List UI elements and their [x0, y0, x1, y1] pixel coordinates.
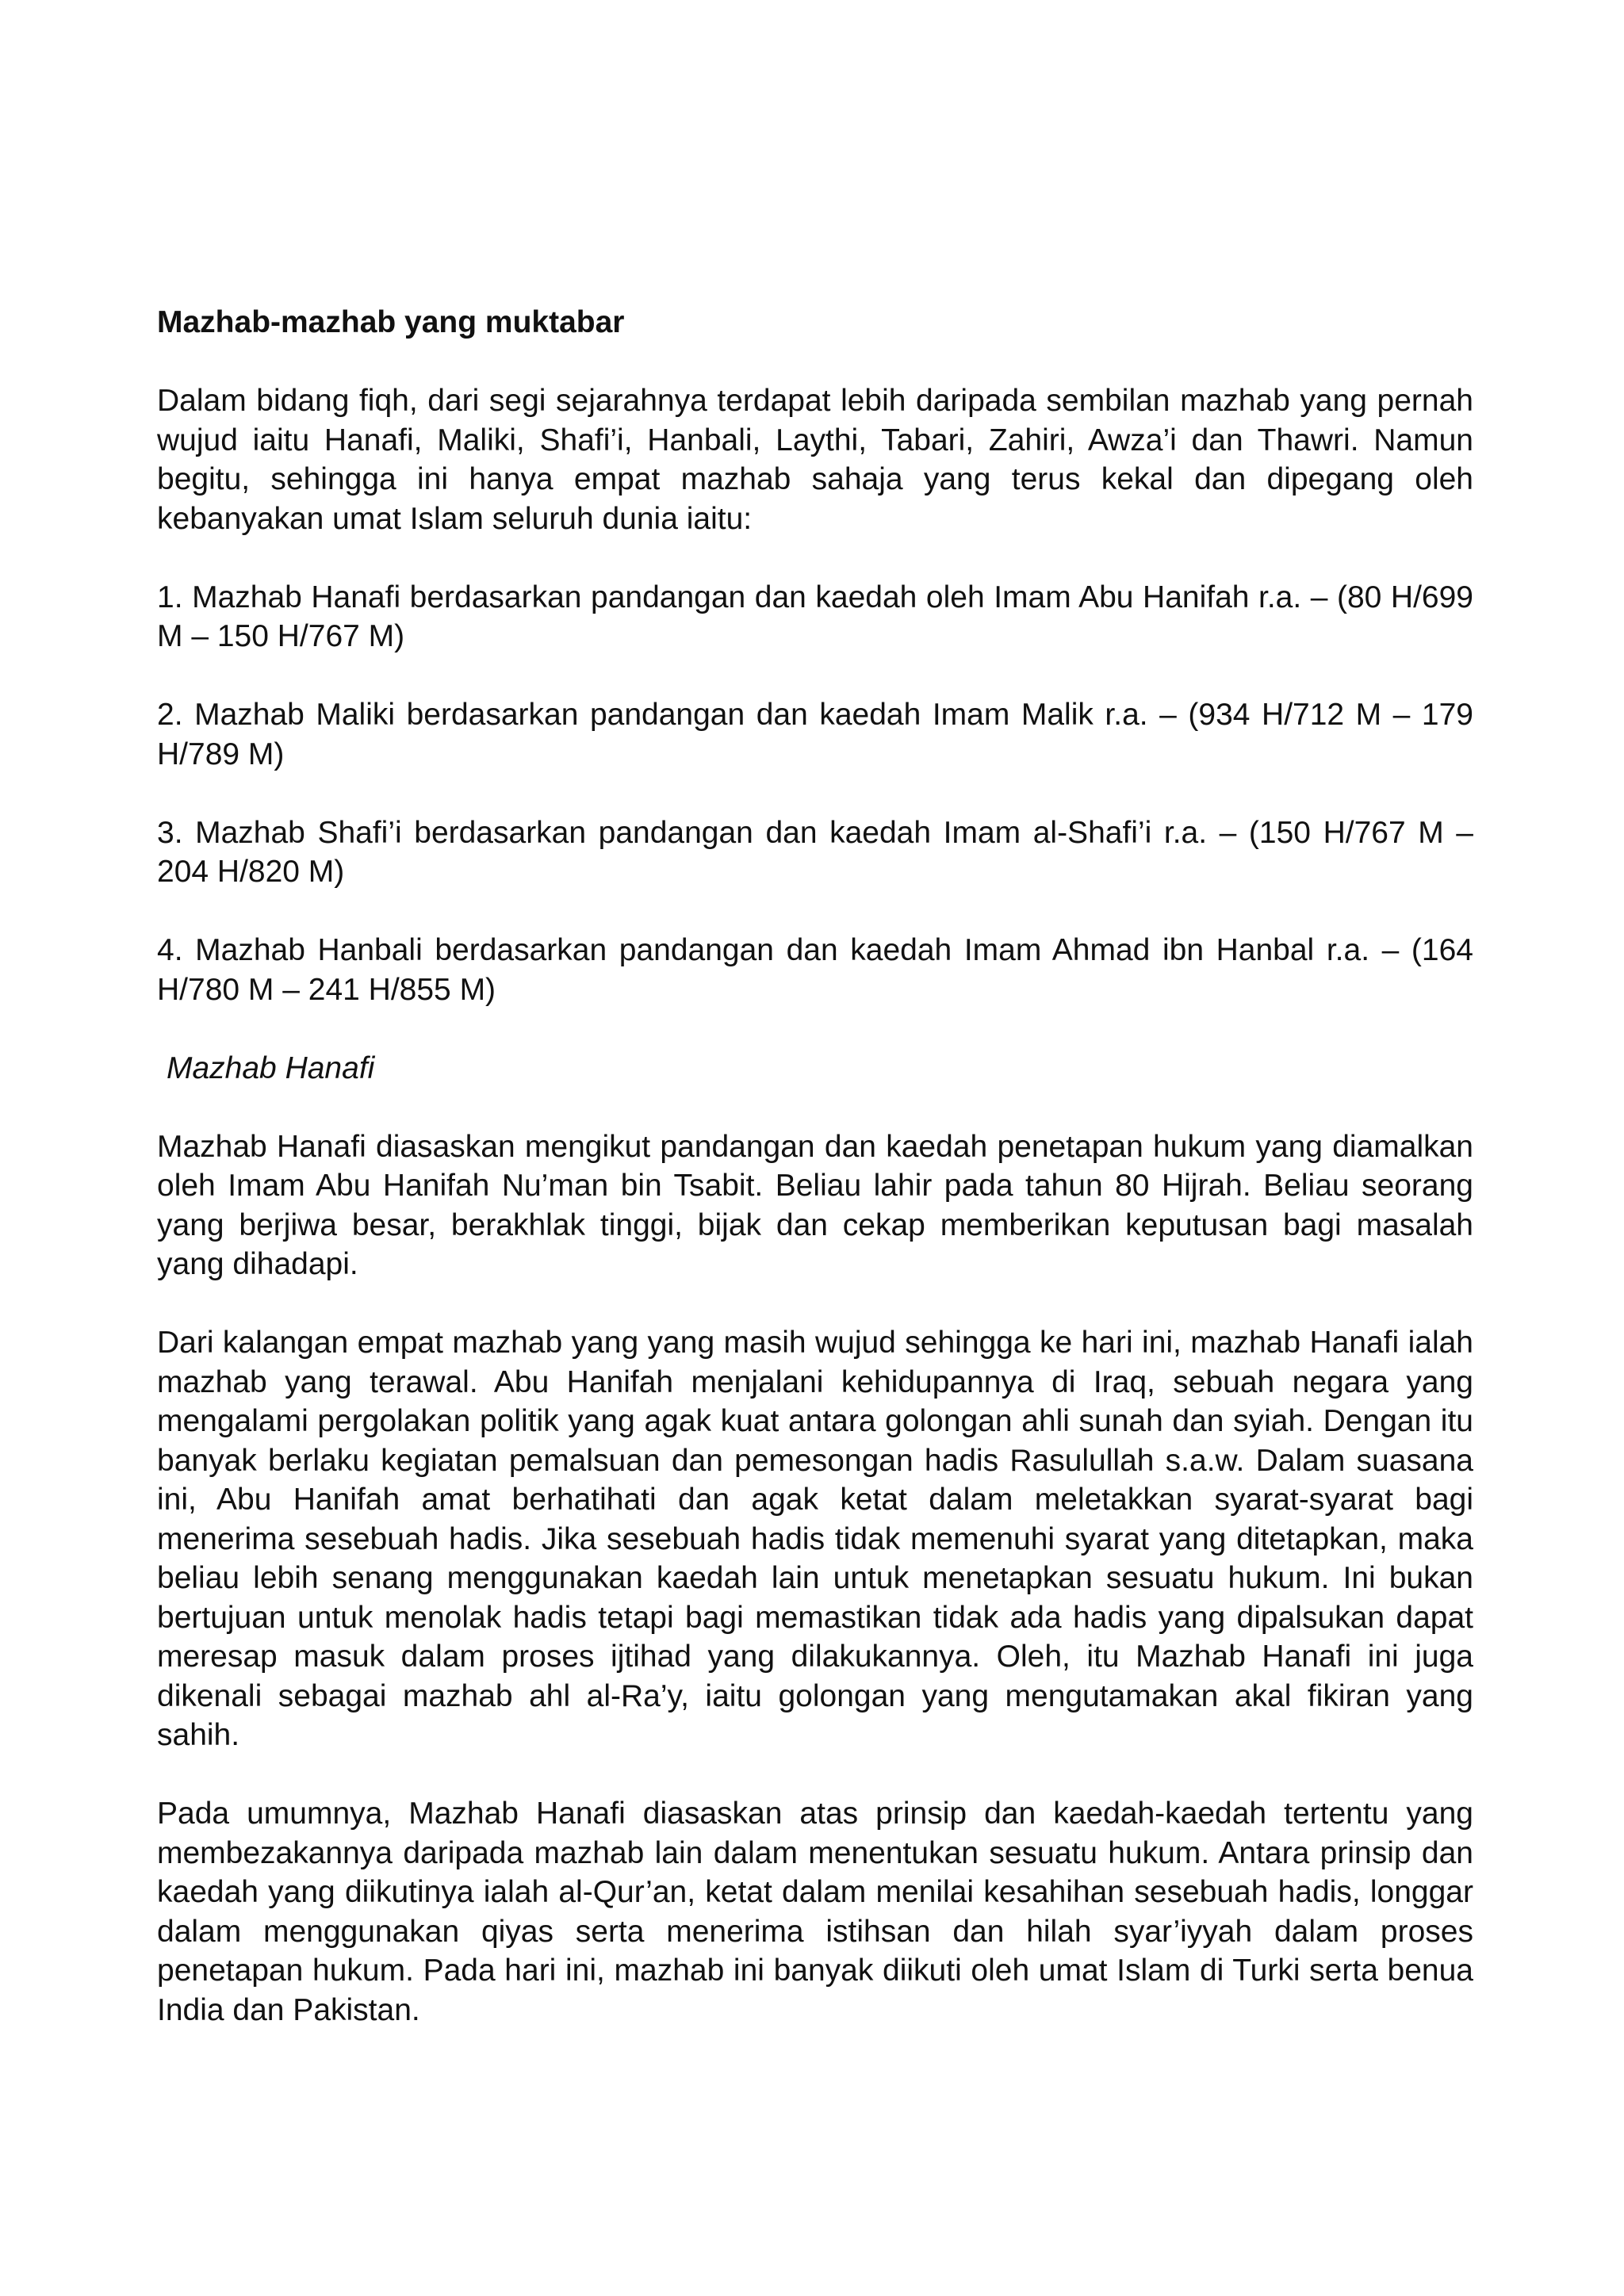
list-item: 4. Mazhab Hanbali berdasarkan pandangan dan kaedah Imam Ahmad ibn Hanbal r.a. – (164 H/780 M – 241 H/855 M) — [157, 933, 1473, 1007]
body-paragraph: Pada umumnya, Mazhab Hanafi diasaskan atas prinsip dan kaedah-kaedah tertentu yang membezakannya daripada mazhab lain dalam menentukan sesuatu hukum. Antara prinsip dan kaedah yang diikutinya ialah al-Qur’an, ketat dalam menilai kesahihan sesebuah hadis, longgar dalam menggunakan qiyas serta menerima istihsan dan hilah syar’iyyah dalam proses penetapan hukum. Pada hari ini, mazhab ini banyak diikuti oleh umat Islam di Turki serta benua India dan Pakistan. — [157, 1797, 1473, 2027]
document-page — [157, 303, 1473, 2069]
subsection-heading: Mazhab Hanafi — [167, 1050, 375, 1085]
list-item: 2. Mazhab Maliki berdasarkan pandangan dan kaedah Imam Malik r.a. – (934 H/712 M – 179 H/789 M) — [157, 698, 1473, 771]
intro-paragraph: Dalam bidang fiqh, dari segi sejarahnya terdapat lebih daripada sembilan mazhab yang pernah wujud iaitu Hanafi, Maliki, Shafi’i, Hanbali, Laythi, Tabari, Zahiri, Awza’i dan Thawri. Namun begitu, sehingga ini hanya empat mazhab sahaja yang terus kekal dan dipegang oleh kebanyakan umat Islam seluruh dunia iaitu: — [157, 384, 1473, 536]
section-heading: Mazhab-mazhab yang muktabar — [157, 305, 625, 339]
body-paragraph: Dari kalangan empat mazhab yang yang masih wujud sehingga ke hari ini, mazhab Hanafi ialah mazhab yang terawal. Abu Hanifah menjalani kehidupannya di Iraq, sebuah negara yang mengalami pergolakan politik yang agak kuat antara golongan ahli sunah dan syiah. Dengan itu banyak berlaku kegiatan pemalsuan dan pemesongan hadis Rasulullah s.a.w. Dalam suasana ini, Abu Hanifah amat berhatihati dan agak ketat dalam meletakkan syarat-syarat bagi menerima sesebuah hadis. Jika sesebuah hadis tidak memenuhi syarat yang ditetapkan, maka beliau lebih senang menggunakan kaedah lain untuk menetapkan sesuatu hukum. Ini bukan bertujuan untuk menolak hadis tetapi bagi memastikan tidak ada hadis yang dipalsukan dapat meresap masuk dalam proses ijtihad yang dilakukannya. Oleh, itu Mazhab Hanafi ini juga dikenali sebagai mazhab ahl al-Ra’y, iaitu golongan yang mengutamakan akal fikiran yang sahih. — [157, 1326, 1473, 1752]
list-item: 3. Mazhab Shafi’i berdasarkan pandangan dan kaedah Imam al-Shafi’i r.a. – (150 H/767 M – 204 H/820 M) — [157, 815, 1473, 889]
list-item: 1. Mazhab Hanafi berdasarkan pandangan dan kaedah oleh Imam Abu Hanifah r.a. – (80 H/699 M – 150 H/767 M) — [157, 580, 1473, 653]
body-paragraph: Mazhab Hanafi diasaskan mengikut pandangan dan kaedah penetapan hukum yang diamalkan oleh Imam Abu Hanifah Nu’man bin Tsabit. Beliau lahir pada tahun 80 Hijrah. Beliau seorang yang berjiwa besar, berakhlak tinggi, bijak dan cekap memberikan keputusan bagi masalah yang dihadapi. — [157, 1129, 1473, 1281]
